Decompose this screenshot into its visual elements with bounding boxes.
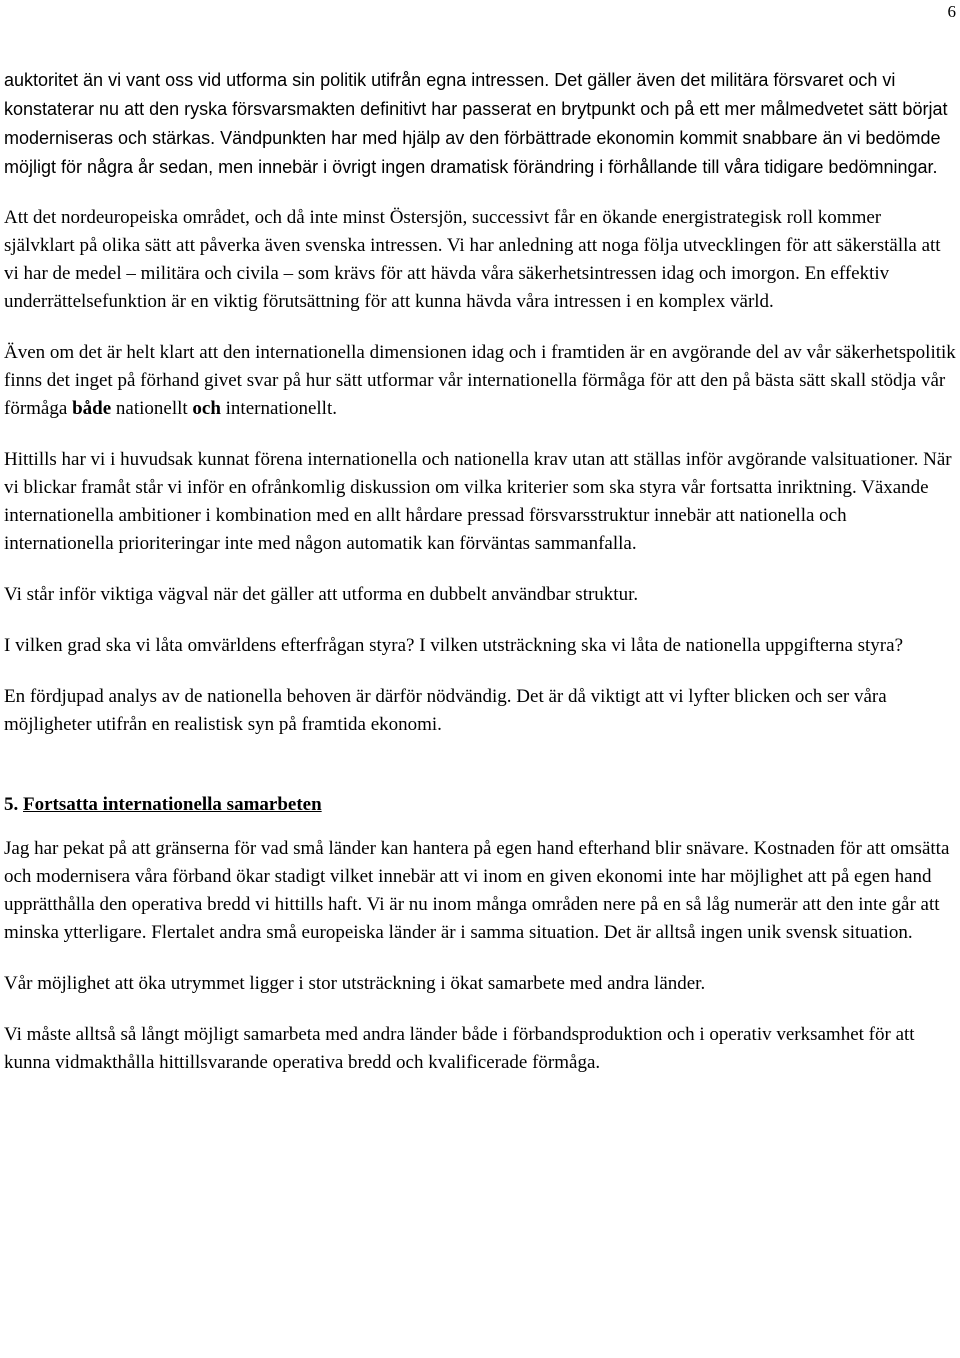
- paragraph-1: [4, 66, 956, 182]
- paragraph-3-bold-och: och: [192, 398, 221, 419]
- paragraph-5: Vi står inför viktiga vägval när det gäller att utforma en dubbelt användbar struktur.: [4, 584, 639, 605]
- section-5-paragraph-1: Jag har pekat på att gränserna för vad små länder kan hantera på egen hand efterhand blir snävare. Kostnaden för att omsätta och modernisera våra förband ökar stadigt vilket innebär att vi inom en given ekonomi inte har möjlighet att på egen hand upprätthålla den operativa bredd vi hittills haft. Vi är nu inom många områden nere på en så låg numerär att den inte går att minska ytterligare. Flertalet andra små europeiska länder är i samma situation. Det är alltså ingen unik svensk situation.: [4, 838, 950, 943]
- paragraph-1-part-b: Det gäller även det militära försvaret och vi konstaterar nu att den ryska försvarsmakten definitivt har passerat en brytpunkt och på ett mer målmedvetet sätt börjat moderniseras och stärkas. Vändpunkten har med hjälp av den förbättrade ekonomin kommit snabbare än vi bedömde möjligt för några år sedan, men innebär i övrigt ingen dramatisk förändring i förhållande till våra tidigare bedömningar.: [4, 70, 948, 177]
- paragraph-3: [4, 339, 956, 423]
- paragraph-3-middle: nationellt: [111, 398, 193, 419]
- paragraph-3-bold-bade: både: [72, 398, 112, 419]
- page-number: 6: [947, 2, 956, 21]
- paragraph-3-after: internationellt.: [220, 398, 337, 419]
- section-5-heading: [4, 791, 956, 819]
- paragraph-4: Hittills har vi i huvudsak kunnat förena internationella och nationella krav utan att ställas inför avgörande valsituationer. När vi blickar framåt står vi inför en ofrånkomlig diskussion om vilka kriterier som ska styra vår fortsatta inriktning. Växande internationella ambitioner i kombination med en allt hårdare pressad försvarsstruktur innebär att nationella och internationella prioriteringar inte med någon automatik kan förväntas sammanfalla.: [4, 449, 952, 554]
- paragraph-6: I vilken grad ska vi låta omvärldens efterfrågan styra? I vilken utsträckning ska vi låta de nationella uppgifterna styra?: [4, 635, 904, 656]
- document-body: [4, 66, 956, 1100]
- paragraph-7: En fördjupad analys av de nationella behoven är därför nödvändig. Det är då viktigt att vi lyfter blicken och ser våra möjligheter utifrån en realistisk syn på framtida ekonomi.: [4, 686, 887, 735]
- section-5-paragraph-3: Vi måste alltså så långt möjligt samarbeta med andra länder både i förbandsproduktion och i operativ verksamhet för att kunna vidmakthålla hittillsvarande operativa bredd och kvalificerade förmåga.: [4, 1024, 915, 1073]
- paragraph-1-part-a: auktoritet än vi vant oss vid utforma sin politik utifrån egna intressen.: [4, 70, 550, 90]
- section-5-number: 5.: [4, 794, 19, 815]
- paragraph-3-before: Även om det är helt klart att den internationella dimensionen idag och i framtiden är en avgörande del av vår säkerhetspolitik finns det inget på förhand givet svar på hur sätt utformar vår internationella förmåga för att den på bästa sätt skall stödja vår förmåga: [4, 342, 956, 419]
- section-5-paragraph-2: Vår möjlighet att öka utrymmet ligger i stor utsträckning i ökat samarbete med andra länder.: [4, 973, 706, 994]
- paragraph-2: Att det nordeuropeiska området, och då inte minst Östersjön, successivt får en ökande energistrategisk roll kommer självklart på olika sätt att påverka även svenska intressen. Vi har anledning att noga följa utvecklingen för att säkerställa att vi har de medel – militära och civila – som krävs för att hävda våra säkerhetsintressen idag och imorgon. En effektiv underrättelsefunktion är en viktig förutsättning för att kunna hävda våra intressen i en komplex värld.: [4, 207, 941, 312]
- section-5-title: Fortsatta internationella samarbeten: [23, 794, 322, 815]
